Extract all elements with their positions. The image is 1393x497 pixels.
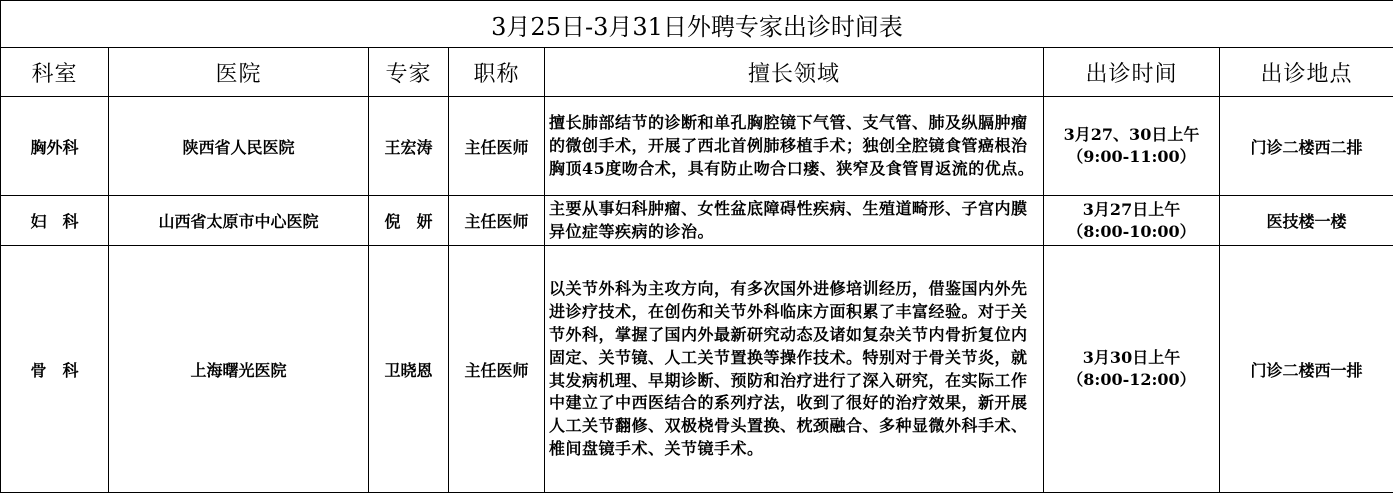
expert-cell: 卫晓恩 — [369, 246, 449, 493]
time-hours: （8:00-12:00） — [1067, 370, 1196, 389]
hospital-cell: 陕西省人民医院 — [109, 97, 369, 196]
department-cell: 妇 科 — [1, 196, 109, 246]
specialty-cell: 以关节外科为主攻方向，有多次国外进修培训经历，借鉴国内外先进诊疗技术，在创伤和关节外科临床方面积累了丰富经验。对于关节外科，掌握了国内外最新研究动态及诸如复杂关节内骨折复位内固定、关节镜、人工关节置换等操作技术。特别对于骨关节炎，就其发病机理、早期诊断、预防和治疗进行了深入研究，在实际工作中建立了中西医结合的系列疗法，收到了很好的治疗效果，新开展人工关节翻修、双极桡骨头置换、枕颈融合、多种显微外科手术、椎间盘镜手术、关节镜手术。 — [545, 246, 1044, 493]
time-cell — [1044, 97, 1220, 196]
header-time: 出诊时间 — [1044, 48, 1220, 97]
time-hours: （9:00-11:00） — [1067, 147, 1196, 166]
department-cell: 胸外科 — [1, 97, 109, 196]
page-title: 3月25日-3月31日外聘专家出诊时间表 — [1, 1, 1393, 48]
expert-cell: 倪 妍 — [369, 196, 449, 246]
specialty-cell: 主要从事妇科肿瘤、女性盆底障碍性疾病、生殖道畸形、子宫内膜异位症等疾病的诊治。 — [545, 196, 1044, 246]
header-hospital: 医院 — [109, 48, 369, 97]
table-row — [1, 196, 1393, 246]
header-location: 出诊地点 — [1220, 48, 1393, 97]
title-cell: 主任医师 — [449, 97, 545, 196]
time-cell — [1044, 246, 1220, 493]
header-title: 职称 — [449, 48, 545, 97]
header-specialty: 擅长领域 — [545, 48, 1044, 97]
location-cell: 门诊二楼西一排 — [1220, 246, 1393, 493]
specialty-cell: 擅长肺部结节的诊断和单孔胸腔镜下气管、支气管、肺及纵膈肿瘤的微创手术，开展了西北首例肺移植手术；独创全腔镜食管癌根治胸顶45度吻合术，具有防止吻合口瘘、狭窄及食管胃返流的优点。 — [545, 97, 1044, 196]
department-cell: 骨 科 — [1, 246, 109, 493]
time-date: 3月30日上午 — [1082, 348, 1181, 367]
hospital-cell: 上海曙光医院 — [109, 246, 369, 493]
location-cell: 医技楼一楼 — [1220, 196, 1393, 246]
header-expert: 专家 — [369, 48, 449, 97]
location-cell: 门诊二楼西二排 — [1220, 97, 1393, 196]
title-cell: 主任医师 — [449, 196, 545, 246]
time-cell — [1044, 196, 1220, 246]
hospital-cell: 山西省太原市中心医院 — [109, 196, 369, 246]
title-cell: 主任医师 — [449, 246, 545, 493]
table-row — [1, 246, 1393, 493]
header-row — [1, 48, 1393, 97]
time-hours: （8:00-10:00） — [1067, 221, 1196, 241]
table-row — [1, 97, 1393, 196]
expert-cell: 王宏涛 — [369, 97, 449, 196]
time-date: 3月27、30日上午 — [1063, 125, 1200, 144]
time-date: 3月27日上午 — [1082, 199, 1181, 219]
header-department: 科室 — [1, 48, 109, 97]
